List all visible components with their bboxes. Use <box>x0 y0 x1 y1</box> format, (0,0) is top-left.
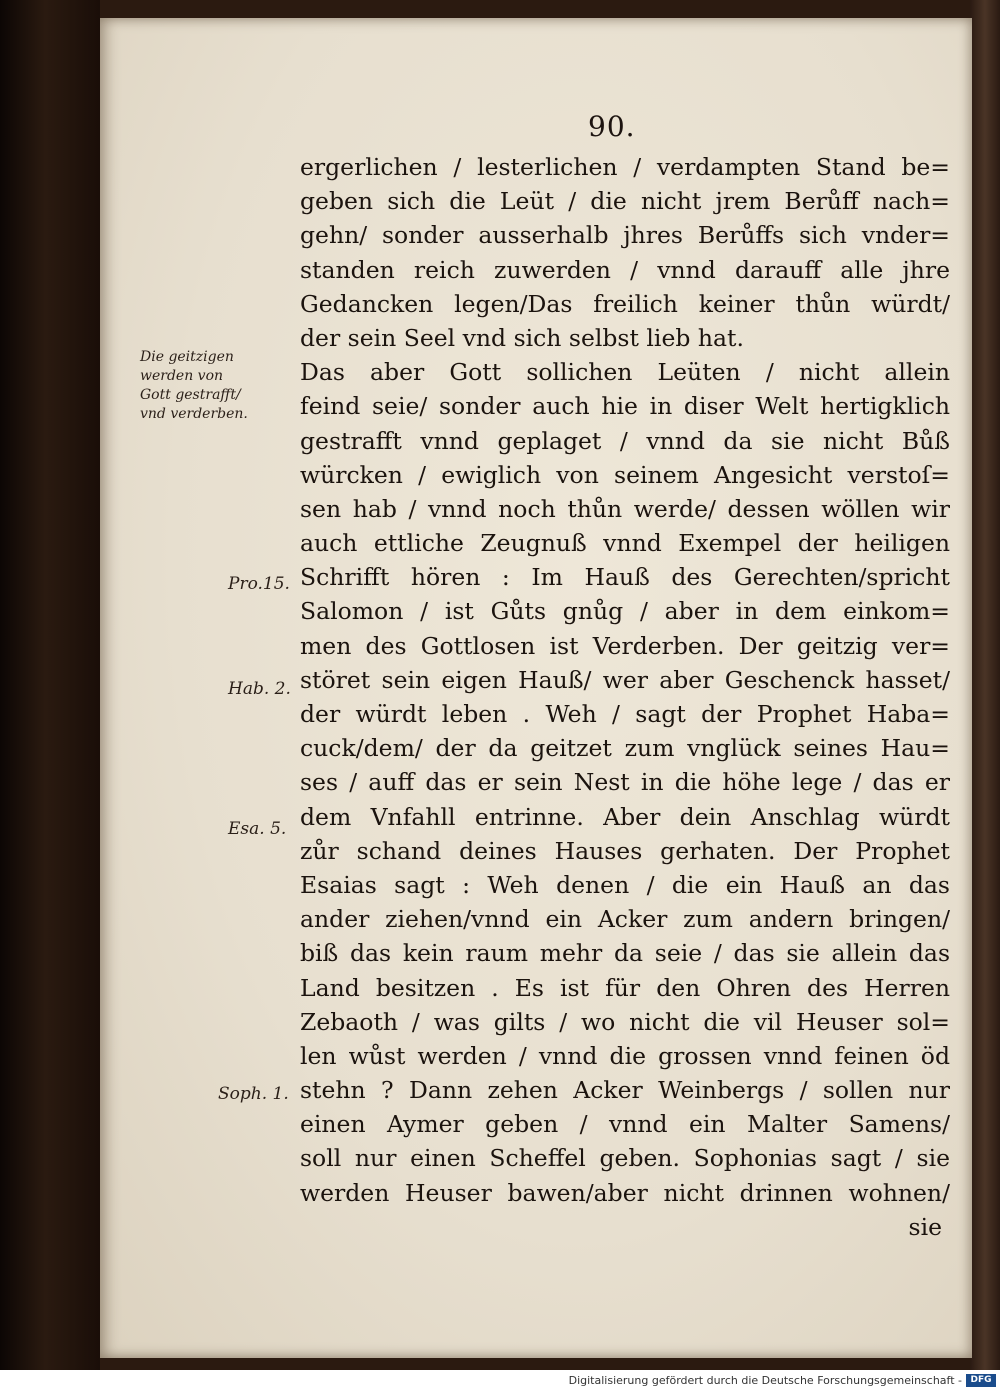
text-line: Esaias sagt : Weh denen / die ein Hauß an das <box>300 870 950 899</box>
text-line: gehn/ sonder ausserhalb jhres Berůffs sich vnder= <box>300 221 950 250</box>
margin-note-habakkuk: Hab. 2. <box>228 679 291 699</box>
text-line: zůr schand deines Hauses gerhaten. Der Prophet <box>300 836 950 865</box>
text-line: sen hab / vnnd noch thůn werde/ dessen wöllen wir <box>300 494 950 523</box>
margin-note-line: Die geitzigen <box>140 349 234 365</box>
text-line: Gedancken legen/Das freilich keiner thůn würdt/ <box>300 289 950 318</box>
text-line: würcken / ewiglich von seinem Angesicht verstoſ= <box>300 460 950 489</box>
text-line: der sein Seel vnd sich selbst lieb hat. <box>300 323 744 352</box>
text-line: feind seie/ sonder auch hie in diser Welt hertigklich <box>300 392 950 421</box>
text-line: auch ettliche Zeugnuß vnnd Exempel der heiligen <box>300 529 950 558</box>
text-line: men des Gottlosen ist Verderben. Der geitzig ver= <box>300 631 950 660</box>
text-line: Salomon / ist Gůts gnůg / aber in dem einkom= <box>300 597 950 626</box>
text-line: Das aber Gott sollichen Leüten / nicht allein <box>300 358 950 387</box>
text-line: len wůst werden / vnnd die grossen vnnd feinen öd <box>300 1041 950 1070</box>
margin-note-zephaniah: Soph. 1. <box>218 1084 289 1104</box>
margin-note-isaiah: Esa. 5. <box>228 819 287 839</box>
text-line: standen reich zuwerden / vnnd darauff alle jhre <box>300 255 950 284</box>
text-line: dem Vnfahll entrinne. Aber dein Anschlag würdt <box>300 802 950 831</box>
text-line: geben sich die Leüt / die nicht jrem Berůff nach= <box>300 187 950 216</box>
text-line: gestrafft vnnd geplaget / vnnd da sie nicht Bůß <box>300 426 950 455</box>
text-line: Land besitzen . Es ist für den Ohren des Herren <box>300 973 950 1002</box>
text-line: Zebaoth / was gilts / wo nicht die vil Heuser sol= <box>300 1007 950 1036</box>
text-line: störet sein eigen Hauß/ wer aber Geschenck hasset/ <box>300 665 950 694</box>
text-line: der würdt leben . Weh / sagt der Prophet Haba= <box>300 700 950 728</box>
text-line: stehn ? Dann zehen Acker Weinbergs / sollen nur <box>300 1076 950 1105</box>
text-line: biß das kein raum mehr da seie / das sie allein das <box>300 939 950 968</box>
page-number: 90. <box>588 110 636 143</box>
footer-bar <box>0 1370 1000 1395</box>
text-line: ses / auff das er sein Nest in die höhe lege / das er <box>300 768 950 797</box>
text-line: werden Heuser bawen/aber nicht drinnen wohnen/ <box>300 1178 950 1207</box>
text-line: cuck/dem/ der da geitzet zum vnglück seines Hau= <box>300 734 950 763</box>
margin-note-line: werden von <box>140 368 224 384</box>
margin-note-geitzigen <box>140 348 295 424</box>
text-line: Schrifft hören : Im Hauß des Gerechten/spricht <box>300 563 950 592</box>
text-line: ergerlichen / lesterlichen / verdampten Stand be= <box>300 153 950 181</box>
margin-note-proverbs: Pro.15. <box>228 574 290 594</box>
margin-note-line: vnd verderben. <box>140 406 248 422</box>
margin-note-line: Gott gestrafft/ <box>140 387 241 403</box>
body-text <box>300 150 950 1244</box>
catchword: sie <box>908 1212 942 1241</box>
text-line: soll nur einen Scheffel geben. Sophonias sagt / sie <box>300 1144 950 1173</box>
footer-credit: Digitalisierung gefördert durch die Deutsche Forschungsgemeinschaft - <box>568 1374 962 1387</box>
dfg-logo: DFG <box>966 1374 996 1387</box>
text-line: einen Aymer geben / vnnd ein Malter Samens/ <box>300 1110 950 1139</box>
text-line: ander ziehen/vnnd ein Acker zum andern bringen/ <box>300 905 950 934</box>
